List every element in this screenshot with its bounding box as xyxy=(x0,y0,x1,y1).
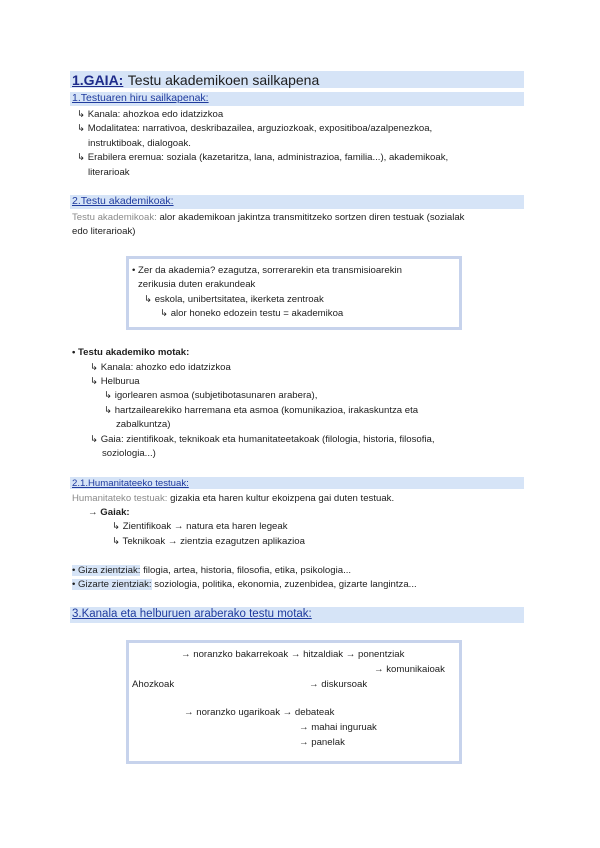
section21-definition xyxy=(72,492,394,505)
types-item: ↳ igorlearen asmoa (subjetibotasunaren arabera), xyxy=(104,390,318,401)
section1-item: ↳ Kanala: ahozkoa edo idatzizkoa xyxy=(77,109,224,120)
gizarte-text: soziologia, politika, ekonomia, zuzenbidea, gizarte langintza... xyxy=(154,579,417,590)
definition-text: gizakia eta haren kultur ekoizpena gai duten testuak. xyxy=(170,493,395,504)
types-item: zabalkuntza) xyxy=(116,419,171,430)
diagram-line: → mahai inguruak xyxy=(299,722,377,733)
section2-definition xyxy=(72,211,464,224)
section2-heading: 2.Testu akademikoak: xyxy=(72,195,174,207)
gizarte-label: • Gizarte zientziak: xyxy=(72,579,152,590)
types-item: ↳ Helburua xyxy=(90,376,140,387)
types-item: soziologia...) xyxy=(102,448,156,459)
diagram-line: → noranzko bakarrekoak → hitzaldiak → ponentziak xyxy=(181,649,405,660)
box-line: zerikusia duten erakundeak xyxy=(138,279,256,290)
definition-label: Testu akademikoak: xyxy=(72,212,157,223)
gaiak-item: ↳ Teknikoak → zientzia ezagutzen aplikazioa xyxy=(112,536,305,547)
diagram-line: → panelak xyxy=(299,737,345,748)
diagram-root: Ahozkoak xyxy=(132,679,175,690)
arrow-icon: → xyxy=(88,507,98,518)
definition-label: Humanitateko testuak: xyxy=(72,493,168,504)
types-item: ↳ hartzailearekiko harremana eta asmoa (komunikazioa, irakaskuntza eta xyxy=(104,405,419,416)
gizarte-zientziak xyxy=(72,578,417,591)
section3-heading: 3.Kanala eta helburuen araberako testu motak: xyxy=(72,608,312,620)
box-line: ↳ alor honeko edozein testu = akademikoa xyxy=(160,308,344,319)
section1-item: literarioak xyxy=(88,167,130,178)
giza-label: • Giza zientziak: xyxy=(72,565,141,576)
title-text: Testu akademikoen sailkapena xyxy=(127,72,320,88)
types-heading: • Testu akademiko motak: xyxy=(72,347,190,358)
giza-text: filogia, artea, historia, filosofia, etika, psikologia... xyxy=(143,565,352,576)
title-number: 1.GAIA: xyxy=(72,72,124,88)
gaiak-heading xyxy=(88,506,130,519)
gaiak-item: ↳ Zientifikoak → natura eta haren legeak xyxy=(112,521,288,532)
section1-item: instruktiboak, dialogoak. xyxy=(88,138,191,149)
box-line: ↳ eskola, unibertsitatea, ikerketa zentroak xyxy=(144,294,324,305)
section2-definition-cont: edo literarioak) xyxy=(72,226,136,237)
types-item: ↳ Gaia: zientifikoak, teknikoak eta humanitateetakoak (filologia, historia, filosofia, xyxy=(90,434,435,445)
section1-heading: 1.Testuaren hiru sailkapenak: xyxy=(72,92,209,104)
definition-text: alor akademikoan jakintza transmititzeko sortzen diren testuak (sozialak xyxy=(159,212,465,223)
giza-zientziak xyxy=(72,564,351,577)
section1-item: ↳ Erabilera eremua: soziala (kazetaritza, lana, administrazioa, familia...), akademikoak, xyxy=(77,152,449,163)
section1-item: ↳ Modalitatea: narrativoa, deskribazailea, arguziozkoak, expositiboa/azalpenezkoa, xyxy=(77,123,433,134)
types-item: ↳ Kanala: ahozko edo idatzizkoa xyxy=(90,362,231,373)
diagram-line: → diskursoak xyxy=(309,679,368,690)
section21-heading: 2.1.Humanitateeko testuak: xyxy=(72,478,189,489)
page-title xyxy=(72,72,319,90)
box-line: • Zer da akademia? ezagutza, sorrerarekin eta transmisioarekin xyxy=(132,265,402,276)
gaiak-label: Gaiak: xyxy=(100,507,130,518)
diagram-line: → komunikaioak xyxy=(374,664,445,675)
diagram-line: → noranzko ugarikoak → debateak xyxy=(184,707,335,718)
